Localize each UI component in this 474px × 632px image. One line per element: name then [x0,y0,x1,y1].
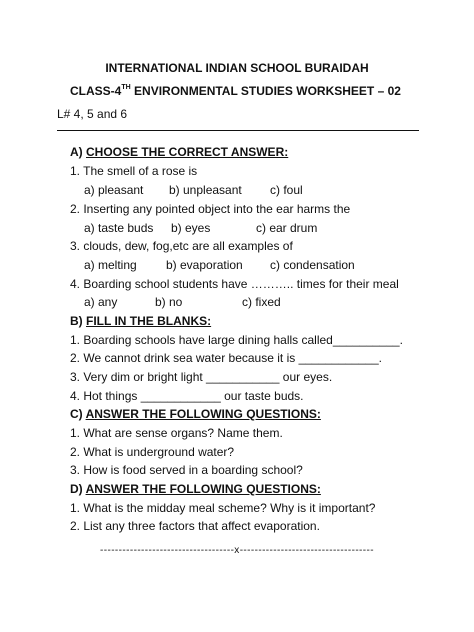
header-divider [57,130,419,131]
option-a3-b: b) evaporation [166,258,243,272]
question-a2: 2. Inserting any pointed object into the ear harms the [70,202,351,216]
section-c-title: ANSWER THE FOLLOWING QUESTIONS: [85,407,321,421]
question-a4: 4. Boarding school students have ……….. times for their meal [70,277,399,291]
option-a4-a: a) any [84,295,118,309]
section-c-letter: C) [70,407,86,421]
option-a1-b: b) unpleasant [169,183,242,197]
section-d-letter: D) [70,482,86,496]
option-a4-c: c) fixed [242,295,281,309]
section-a-letter: A) [70,145,86,159]
question-c1: 1. What are sense organs? Name them. [70,426,283,440]
footer-separator: ------------------------------------x------------------------------------ [100,545,374,556]
option-a1-c: c) foul [270,183,303,197]
option-a2-a: a) taste buds [84,221,154,235]
section-d-heading [70,482,321,496]
option-a3-a: a) melting [84,258,137,272]
school-name: INTERNATIONAL INDIAN SCHOOL BURAIDAH [105,61,369,75]
section-b-title: FILL IN THE BLANKS: [86,314,212,328]
class-label: CLASS-4 [70,84,122,98]
blank-b1: 1. Boarding schools have large dining halls called__________. [70,333,403,347]
section-a-heading [70,145,288,159]
option-a2-b: b) eyes [171,221,211,235]
section-d-title: ANSWER THE FOLLOWING QUESTIONS: [85,482,321,496]
question-a1: 1. The smell of a rose is [70,164,198,178]
worksheet-subject: ENVIRONMENTAL STUDIES WORKSHEET – 02 [130,84,401,98]
option-a1-a: a) pleasant [84,183,144,197]
blank-b2: 2. We cannot drink sea water because it is ____________. [70,351,382,365]
section-b-heading [70,314,211,328]
lesson-numbers: L# 4, 5 and 6 [57,107,128,121]
question-c2: 2. What is underground water? [70,445,235,459]
option-a3-c: c) condensation [270,258,355,272]
question-d2: 2. List any three factors that affect evaporation. [70,519,320,533]
blank-b3: 3. Very dim or bright light ___________ our eyes. [70,370,333,384]
option-a4-b: b) no [155,295,183,309]
blank-b4: 4. Hot things ____________ our taste buds. [70,389,304,403]
class-superscript: TH [121,84,131,91]
question-d1: 1. What is the midday meal scheme? Why is it important? [70,501,376,515]
section-c-heading [70,407,321,421]
section-a-title: CHOOSE THE CORRECT ANSWER: [86,145,289,159]
question-c3: 3. How is food served in a boarding school? [70,463,303,477]
question-a3: 3. clouds, dew, fog,etc are all examples of [70,239,293,253]
worksheet-title [70,84,401,98]
section-b-letter: B) [70,314,86,328]
option-a2-c: c) ear drum [256,221,318,235]
